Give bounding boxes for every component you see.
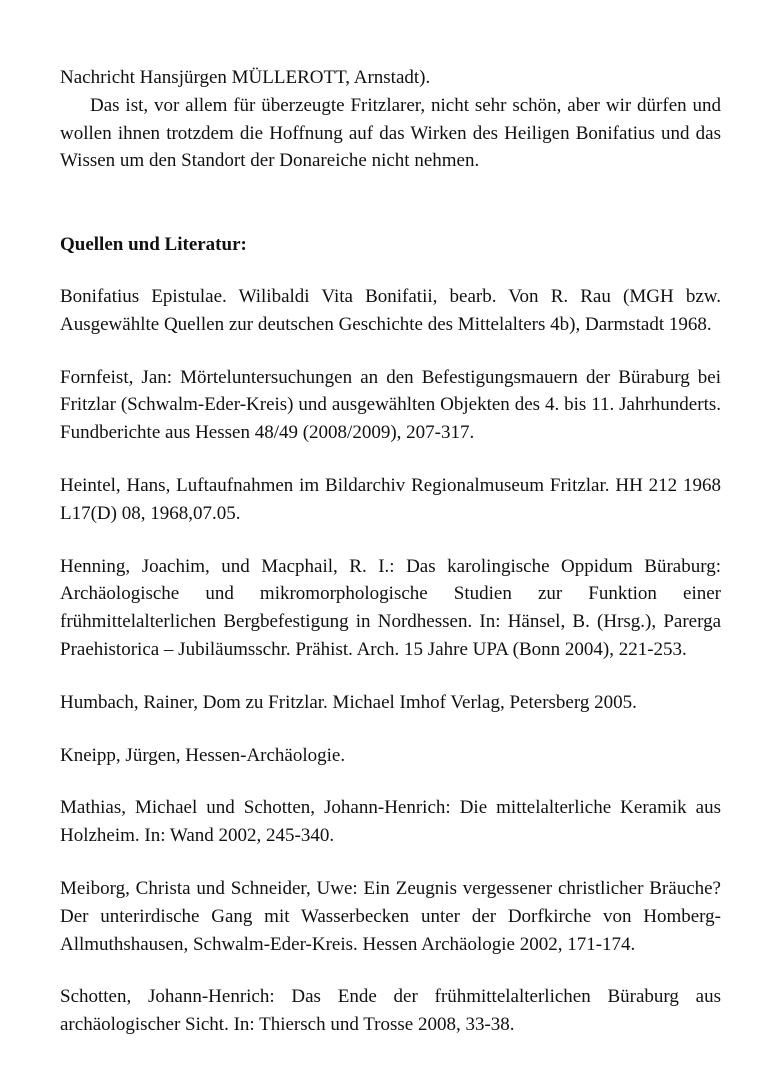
intro-paragraph: Das ist, vor allem für überzeugte Fritzlarer, nicht sehr schön, aber wir dürfen und wollen ihnen trotzdem die Hoffnung auf das Wirken des Heiligen Bonifatius und das Wissen um den Standort der Donareiche nicht nehmen. xyxy=(60,94,721,172)
reference-entry: Fornfeist, Jan: Mörteluntersuchungen an den Befestigungsmauern der Büraburg bei Fritzlar (Schwalm-Eder-Kreis) und ausgewählten Objekten des 4. bis 11. Jahrhunderts. Fundberichte aus Hessen 48/49 (2008/2009), 207-317. xyxy=(60,366,721,444)
reference-entry: Bonifatius Epistulae. Wilibaldi Vita Bonifatii, bearb. Von R. Rau (MGH bzw. Ausgewählte Quellen zur deutschen Geschichte des Mittelalters 4b), Darmstadt 1968. xyxy=(60,285,721,335)
section-heading: Quellen und Literatur: xyxy=(60,234,247,256)
reference-entry: Mathias, Michael und Schotten, Johann-Henrich: Die mittelalterliche Keramik aus Holzheim. In: Wand 2002, 245-340. xyxy=(60,797,721,847)
reference-entry: Henning, Joachim, und Macphail, R. I.: Das karolingische Oppidum Büraburg: Archäologische und mikromorphologische Studien zur Funktion einer frühmittelalterlichen Bergbefestigung in Nordhessen. In: Hänsel, B. (Hrsg.), Parerga Praehistorica – Jubiläumsschr. Prähist. Arch. 15 Jahre UPA (Bonn 2004), 221-253. xyxy=(60,555,721,660)
reference-entry: Meiborg, Christa und Schneider, Uwe: Ein Zeugnis vergessener christlicher Bräuche? Der unterirdische Gang mit Wasserbecken unter der Dorfkirche von Homberg-Allmuthshausen, Schwalm-Eder-Kreis. Hessen Archäologie 2002, 171-174. xyxy=(60,877,721,955)
reference-entry: Kneipp, Jürgen, Hessen-Archäologie. xyxy=(60,744,346,766)
reference-entry: Heintel, Hans, Luftaufnahmen im Bildarchiv Regionalmuseum Fritzlar. HH 212 1968 L17(D) 08, 1968,07.05. xyxy=(60,474,721,524)
reference-entry: Schotten, Johann-Henrich: Das Ende der frühmittelalterlichen Büraburg aus archäologischer Sicht. In: Thiersch und Trosse 2008, 33-38. xyxy=(60,986,721,1036)
intro-continuation-line: Nachricht Hansjürgen MÜLLEROTT, Arnstadt). xyxy=(60,67,431,88)
document-page xyxy=(60,64,721,1039)
reference-entry: Humbach, Rainer, Dom zu Fritzlar. Michael Imhof Verlag, Petersberg 2005. xyxy=(60,691,637,713)
